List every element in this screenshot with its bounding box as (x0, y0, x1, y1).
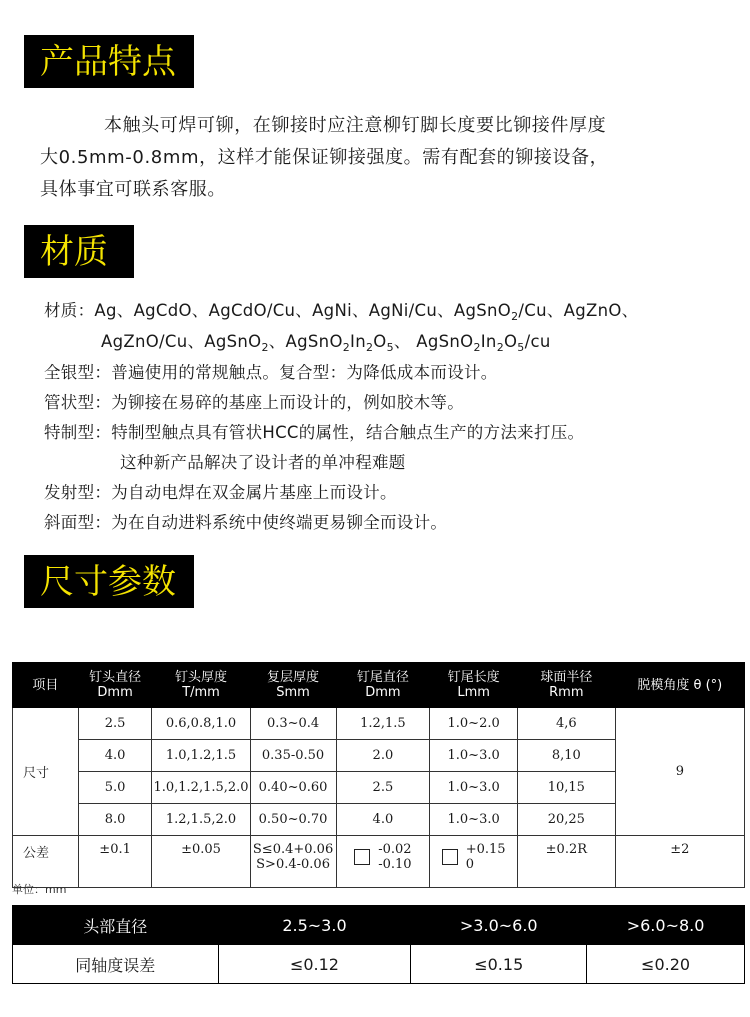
subscript: 2 (496, 341, 504, 354)
table-cell: 4,6 (518, 708, 616, 740)
coaxiality-value-row (13, 945, 745, 984)
material-list-e: In (350, 332, 366, 351)
material-list-e2: In (480, 332, 497, 351)
table-cell: 0.50~0.70 (250, 804, 336, 836)
table-cell: 0.6,0.8,1.0 (152, 708, 250, 740)
table-cell: 1.0~3.0 (430, 804, 518, 836)
table-cell: 8,10 (518, 740, 616, 772)
material-list-line-2 (101, 331, 551, 353)
coax-header-head-diameter: 头部直径 (13, 906, 219, 945)
table-header-row (13, 663, 745, 708)
draft-angle-value: 9 (615, 708, 744, 836)
header-head-thickness: 钉头厚度 T/mm (152, 663, 250, 708)
table-cell: 1.0~2.0 (430, 708, 518, 740)
type-special-cont: 这种新产品解决了设计者的单冲程难题 (120, 453, 406, 472)
header-tail-diameter: 钉尾直径 Dmm (336, 663, 430, 708)
header-item: 项目 (13, 663, 79, 708)
features-line-1: 本触头可焊可铆，在铆接时应注意柳钉脚长度要比铆接件厚度 (104, 115, 607, 136)
table-cell: 1.2,1.5 (336, 708, 430, 740)
table-cell: 1.0~3.0 (430, 740, 518, 772)
table-cell: 1.0,1.2,1.5,2.0 (152, 772, 250, 804)
tolerance-head-diameter: ±0.1 (78, 836, 152, 888)
coaxiality-header-row (13, 906, 745, 945)
size-label: 尺寸 (13, 708, 79, 836)
table-cell: 5.0 (78, 772, 152, 804)
material-label: 材质： (44, 301, 95, 320)
type-bevel: 斜面型：为在自动进料系统中使终端更易铆全而设计。 (44, 513, 448, 532)
header-head-diameter: 钉头直径 Dmm (78, 663, 152, 708)
coax-row-label: 同轴度误差 (13, 945, 219, 984)
table-cell: 4.0 (78, 740, 152, 772)
square-box-icon (354, 849, 370, 865)
features-heading (24, 35, 194, 88)
material-list-d: 、AgSnO (268, 332, 343, 351)
subscript: 5 (517, 341, 525, 354)
material-list-b: /Cu、AgZnO、 (518, 301, 639, 320)
table-cell: 1.0~3.0 (430, 772, 518, 804)
table-row (13, 708, 745, 740)
table-cell: 1.2,1.5,2.0 (152, 804, 250, 836)
coax-value: ≤0.12 (218, 945, 411, 984)
table-cell: 0.35-0.50 (250, 740, 336, 772)
tolerance-tail-diameter (336, 836, 430, 888)
coax-header-range: >3.0~6.0 (411, 906, 587, 945)
coax-header-range: 2.5~3.0 (218, 906, 411, 945)
material-list-c: AgZnO/Cu、AgSnO (101, 332, 262, 351)
table-cell: 0.3~0.4 (250, 708, 336, 740)
coax-value: ≤0.20 (587, 945, 745, 984)
tolerance-tail-length (430, 836, 518, 888)
type-tubular: 管状型：为铆接在易碎的基座上而设计的，例如胶木等。 (44, 393, 464, 412)
subscript: 2 (473, 341, 481, 354)
tolerance-tail-d-lower: -0.10 (378, 857, 412, 872)
subscript: 2 (261, 341, 269, 354)
table-cell: 10,15 (518, 772, 616, 804)
subscript: 2 (511, 310, 519, 323)
tolerance-head-thickness: ±0.05 (152, 836, 250, 888)
table-cell: 8.0 (78, 804, 152, 836)
header-layer-thickness: 复层厚度 Smm (250, 663, 336, 708)
tolerance-label: 公差 (13, 836, 79, 888)
tolerance-tail-l-upper: +0.15 (465, 842, 506, 857)
unit-note: 单位：mm (12, 883, 67, 896)
type-silver: 全银型：普遍使用的常规触点。复合型：为降低成本而设计。 (44, 363, 498, 382)
square-box-icon (442, 849, 458, 865)
tolerance-s-line-1: S≤0.4+0.06 (252, 842, 334, 857)
size-heading-text: 尺寸参数 (40, 561, 176, 602)
material-heading-text: 材质 (40, 231, 108, 272)
coax-value: ≤0.15 (411, 945, 587, 984)
subscript: 2 (365, 341, 374, 354)
subscript: 2 (342, 341, 351, 354)
table-cell: 2.5 (336, 772, 430, 804)
features-heading-text: 产品特点 (40, 41, 176, 82)
features-line-3: 具体事宜可联系客服。 (40, 179, 226, 200)
type-special: 特制型：特制型触点具有管状HCC的属性，结合触点生产的方法来打压。 (44, 423, 585, 442)
tolerance-tail-l-lower: 0 (465, 857, 474, 872)
header-draft-angle: 脱模角度 θ (°) (615, 663, 744, 708)
table-cell: 1.0,1.2,1.5 (152, 740, 250, 772)
material-list-line-1 (44, 300, 638, 322)
material-list-a: Ag、AgCdO、AgCdO/Cu、AgNi、AgNi/Cu、AgSnO (94, 301, 512, 320)
table-cell: 2.5 (78, 708, 152, 740)
coax-header-range: >6.0~8.0 (587, 906, 745, 945)
header-tail-length: 钉尾长度 Lmm (430, 663, 518, 708)
material-list-f2: O (504, 332, 518, 351)
material-list-g: 、 AgSnO (393, 332, 474, 351)
table-cell: 0.40~0.60 (250, 772, 336, 804)
features-line-2: 大0.5mm-0.8mm，这样才能保证铆接强度。需有配套的铆接设备， (40, 147, 609, 168)
tolerance-row (13, 836, 745, 888)
table-cell: 4.0 (336, 804, 430, 836)
subscript: 5 (386, 341, 394, 354)
tolerance-draft-angle: ±2 (615, 836, 744, 888)
size-spec-table (12, 662, 745, 888)
table-cell: 2.0 (336, 740, 430, 772)
header-sphere-radius: 球面半径 Rmm (518, 663, 616, 708)
tolerance-tail-d-upper: -0.02 (378, 842, 412, 857)
tolerance-layer-thickness (250, 836, 336, 888)
material-heading (24, 225, 134, 278)
table-cell: 20,25 (518, 804, 616, 836)
type-emission: 发射型：为自动电焊在双金属片基座上而设计。 (44, 483, 397, 502)
coaxiality-table (12, 905, 745, 984)
tolerance-s-line-2: S>0.4-0.06 (256, 857, 330, 872)
material-list-h: /cu (524, 332, 551, 351)
material-list-f: O (373, 332, 387, 351)
tolerance-sphere-radius: ±0.2R (518, 836, 616, 888)
size-heading (24, 555, 194, 608)
